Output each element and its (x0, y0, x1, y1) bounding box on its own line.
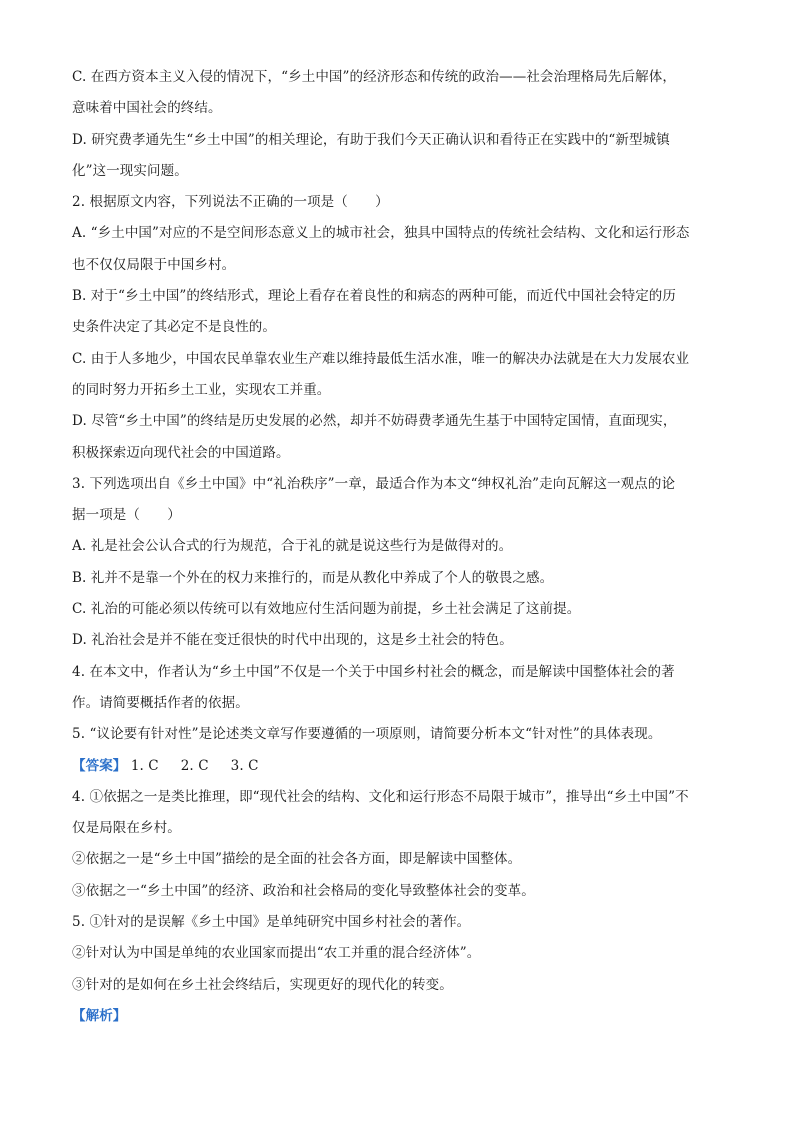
text-line: A. “乡土中国”对应的不是空间形态意义上的城市社会，独具中国特点的传统社会结构、文化和运行形态 (72, 225, 690, 242)
text-line: 史条件决定了其必定不是良性的。 (72, 319, 276, 336)
text-line: 4. 在本文中，作者认为“乡土中国”不仅是一个关于中国乡村社会的概念，而是解读中国整体社会的著 (72, 663, 675, 680)
text-line: 积极探索迈向现代社会的中国道路。 (72, 444, 290, 461)
text-line: D. 礼治社会是并不能在变迁很快的时代中出现的，这是乡土社会的特色。 (72, 632, 513, 649)
document-page (72, 62, 727, 1032)
text-line: 3. 下列选项出自《乡土中国》中“礼治秩序”一章，最适合作为本文“绅权礼治”走向瓦解这一观点的论 (72, 475, 676, 492)
text-line: C. 由于人多地少，中国农民单靠农业生产难以维持最低生活水准，唯一的解决办法就是在大力发展农业 (72, 350, 690, 367)
answer-label: 【答案】 (72, 757, 127, 774)
text-line: C. 礼治的可能必须以传统可以有效地应付生活问题为前提，乡土社会满足了这前提。 (72, 601, 581, 618)
answer-line (72, 751, 727, 782)
text-line: B. 对于“乡土中国”的终结形式，理论上看存在着良性的和病态的两种可能，而近代中国社会特定的历 (72, 288, 677, 305)
answer-item: 2. C (180, 757, 209, 774)
question-block (72, 62, 727, 751)
answer-explanation-block (72, 782, 727, 1001)
answer-item: 3. C (230, 757, 259, 774)
answer-text-line: ②依据之一是“乡土中国”描绘的是全面的社会各方面，即是解读中国整体。 (72, 851, 522, 868)
answer-text-line: ②针对认为中国是单纯的农业国家而提出“农工并重的混合经济体”。 (72, 945, 481, 962)
answer-text-line: 5. ①针对的是误解《乡土中国》是单纯研究中国乡村社会的著作。 (72, 914, 471, 931)
text-line: 5. “议论要有针对性”是论述类文章写作要遵循的一项原则，请简要分析本文“针对性”的具体表现。 (72, 726, 662, 743)
text-line: C. 在西方资本主义入侵的情况下，“乡土中国”的经济形态和传统的政治——社会治理格局先后解体， (72, 69, 676, 85)
text-line: 化”这一现实问题。 (72, 162, 188, 179)
answer-text-line: ③针对的是如何在乡土社会终结后，实现更好的现代化的转变。 (72, 976, 453, 993)
analysis-label: 【解析】 (72, 1007, 127, 1024)
answer-text-line: 仅是局限在乡村。 (72, 820, 181, 837)
answer-text-line: 4. ①依据之一是类比推理，即“现代社会的结构、文化和运行形态不局限于城市”，推导出“乡土中国”不 (72, 788, 689, 805)
answer-item: 1. C (130, 757, 159, 774)
text-line: D. 研究费孝通先生“乡土中国”的相关理论，有助于我们今天正确认识和看待正在实践中的“新型城镇 (72, 131, 670, 148)
text-line: 意味着中国社会的终结。 (72, 100, 222, 117)
text-line: 作。请简要概括作者的依据。 (72, 694, 249, 711)
text-line: 2. 根据原文内容，下列说法不正确的一项是（ ） (72, 194, 389, 211)
text-line: 据一项是（ ） (72, 507, 181, 524)
text-line: 也不仅仅局限于中国乡村。 (72, 256, 236, 273)
text-line: D. 尽管“乡土中国”的终结是历史发展的必然，却并不妨碍费孝通先生基于中国特定国情，直面现实， (72, 413, 677, 430)
text-line: A. 礼是社会公认合式的行为规范，合于礼的就是说这些行为是做得对的。 (72, 538, 513, 555)
text-line: 的同时努力开拓乡土工业，实现农工并重。 (72, 381, 331, 398)
analysis-line (72, 1001, 727, 1032)
answer-text-line: ③依据之一“乡土中国”的经济、政治和社会格局的变化导致整体社会的变革。 (72, 882, 535, 899)
text-line: B. 礼并不是靠一个外在的权力来推行的，而是从教化中养成了个人的敬畏之感。 (72, 569, 554, 586)
